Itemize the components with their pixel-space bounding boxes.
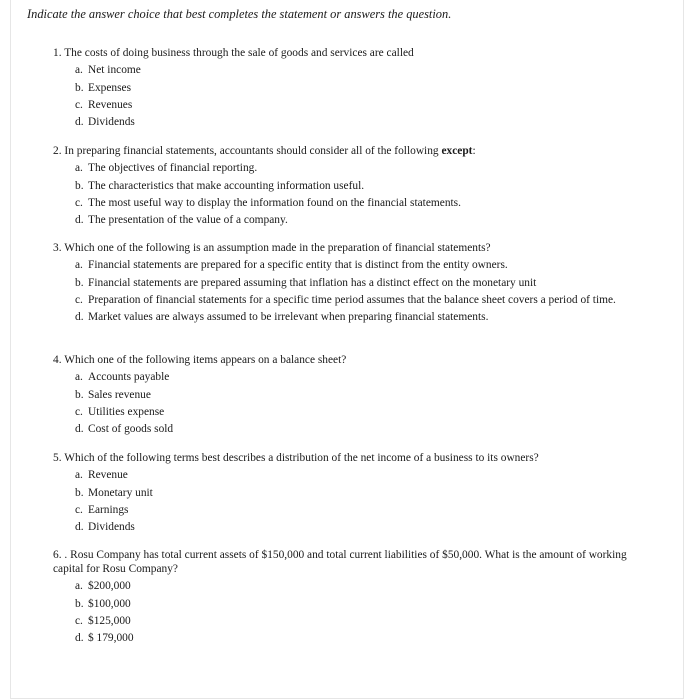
option-text: The presentation of the value of a company. [88, 214, 288, 227]
question-1 [53, 46, 643, 129]
answer-option-b[interactable] [75, 276, 643, 290]
question-stem [53, 241, 643, 255]
question-number: 5. [53, 452, 62, 464]
option-text: Net income [88, 64, 141, 77]
option-letter: a. [75, 371, 83, 384]
question-text: Which one of the following is an assumption made in the preparation of financial statements? [64, 242, 491, 254]
option-letter: a. [75, 64, 83, 77]
answer-option-a[interactable] [75, 579, 643, 593]
option-text: $125,000 [88, 614, 131, 627]
option-text: Revenue [88, 469, 128, 482]
option-text: The objectives of financial reporting. [88, 162, 258, 175]
question-text: Which of the following terms best describes a distribution of the net income of a business to its owners? [64, 452, 539, 464]
answer-option-b[interactable] [75, 81, 643, 95]
option-text: $100,000 [88, 597, 131, 610]
option-letter: c. [75, 293, 83, 306]
question-stem [53, 144, 643, 158]
answer-options [53, 258, 643, 324]
option-letter: a. [75, 580, 83, 593]
answer-options [53, 468, 643, 534]
option-letter: c. [75, 405, 83, 418]
option-letter: a. [75, 259, 83, 272]
question-text: . Rosu Company has total current assets of $150,000 and total current liabilities of $50,000. What is the amount of working capital for Rosu Company? [53, 549, 627, 575]
option-letter: b. [75, 486, 84, 499]
answer-option-c[interactable] [75, 196, 643, 210]
answer-option-a[interactable] [75, 258, 643, 272]
question-stem [53, 353, 643, 367]
question-text: In preparing financial statements, accountants should consider all of the following [64, 145, 439, 157]
question-number: 6. [53, 549, 62, 561]
option-letter: b. [75, 81, 84, 94]
answer-option-d[interactable] [75, 310, 643, 324]
option-text: Expenses [88, 81, 132, 94]
option-text: Financial statements are prepared assuming that inflation has a distinct effect on the monetary unit [88, 276, 537, 289]
question-stem [53, 46, 643, 60]
question-stem [53, 451, 643, 465]
answer-option-c[interactable] [75, 614, 643, 628]
answer-option-c[interactable] [75, 98, 643, 112]
option-letter: d. [75, 521, 84, 534]
answer-option-a[interactable] [75, 370, 643, 384]
option-letter: a. [75, 469, 83, 482]
option-letter: b. [75, 388, 84, 401]
answer-option-d[interactable] [75, 631, 643, 645]
option-text: Accounts payable [88, 371, 170, 384]
question-text: The costs of doing business through the sale of goods and services are called [64, 47, 414, 59]
option-text: Monetary unit [88, 486, 153, 499]
answer-options [53, 161, 643, 227]
answer-options [53, 579, 643, 645]
question-text-end: : [472, 145, 476, 157]
question-number: 1. [53, 47, 62, 59]
option-text: Utilities expense [88, 405, 165, 418]
question-stem [53, 548, 643, 576]
option-text: Cost of goods sold [88, 423, 174, 436]
option-text: Financial statements are prepared for a specific entity that is distinct from the entity owners. [88, 259, 508, 272]
option-letter: b. [75, 597, 84, 610]
option-letter: b. [75, 179, 84, 192]
option-letter: d. [75, 116, 84, 129]
answer-option-a[interactable] [75, 63, 643, 77]
question-6 [53, 548, 643, 645]
question-number: 3. [53, 242, 62, 254]
option-letter: d. [75, 423, 84, 436]
option-letter: c. [75, 196, 83, 209]
question-number: 4. [53, 354, 62, 366]
answer-option-c[interactable] [75, 405, 643, 419]
answer-option-b[interactable] [75, 597, 643, 611]
option-letter: d. [75, 311, 84, 324]
answer-option-c[interactable] [75, 293, 643, 307]
option-text: $200,000 [88, 580, 131, 593]
option-letter: d. [75, 214, 84, 227]
answer-option-c[interactable] [75, 503, 643, 517]
option-letter: d. [75, 632, 84, 645]
answer-options [53, 63, 643, 129]
question-3 [53, 241, 643, 324]
question-keyword: except [441, 145, 473, 157]
instructions-text: Indicate the answer choice that best completes the statement or answers the question. [27, 7, 452, 21]
answer-option-a[interactable] [75, 161, 643, 175]
question-5 [53, 451, 643, 534]
option-text: Market values are always assumed to be irrelevant when preparing financial statements. [88, 311, 489, 324]
option-letter: c. [75, 98, 83, 111]
option-letter: c. [75, 503, 83, 516]
answer-option-d[interactable] [75, 115, 643, 129]
answer-option-d[interactable] [75, 422, 643, 436]
answer-option-b[interactable] [75, 486, 643, 500]
question-number: 2. [53, 145, 62, 157]
question-text: Which one of the following items appears on a balance sheet? [64, 354, 347, 366]
option-text: Earnings [88, 503, 129, 516]
option-text: The most useful way to display the information found on the financial statements. [88, 196, 461, 209]
answer-option-b[interactable] [75, 388, 643, 402]
answer-option-a[interactable] [75, 468, 643, 482]
answer-options [53, 370, 643, 436]
option-text: The characteristics that make accounting information useful. [88, 179, 365, 192]
question-4 [53, 353, 643, 436]
option-text: Sales revenue [88, 388, 151, 401]
option-text: Dividends [88, 116, 135, 129]
option-text: Preparation of financial statements for a specific time period assumes that the balance sheet covers a period of time. [88, 293, 616, 306]
answer-option-d[interactable] [75, 213, 643, 227]
option-text: $ 179,000 [88, 632, 134, 645]
answer-option-d[interactable] [75, 520, 643, 534]
option-letter: a. [75, 162, 83, 175]
option-text: Revenues [88, 98, 133, 111]
option-text: Dividends [88, 521, 135, 534]
option-letter: c. [75, 614, 83, 627]
option-letter: b. [75, 276, 84, 289]
question-2 [53, 144, 643, 227]
answer-option-b[interactable] [75, 179, 643, 193]
